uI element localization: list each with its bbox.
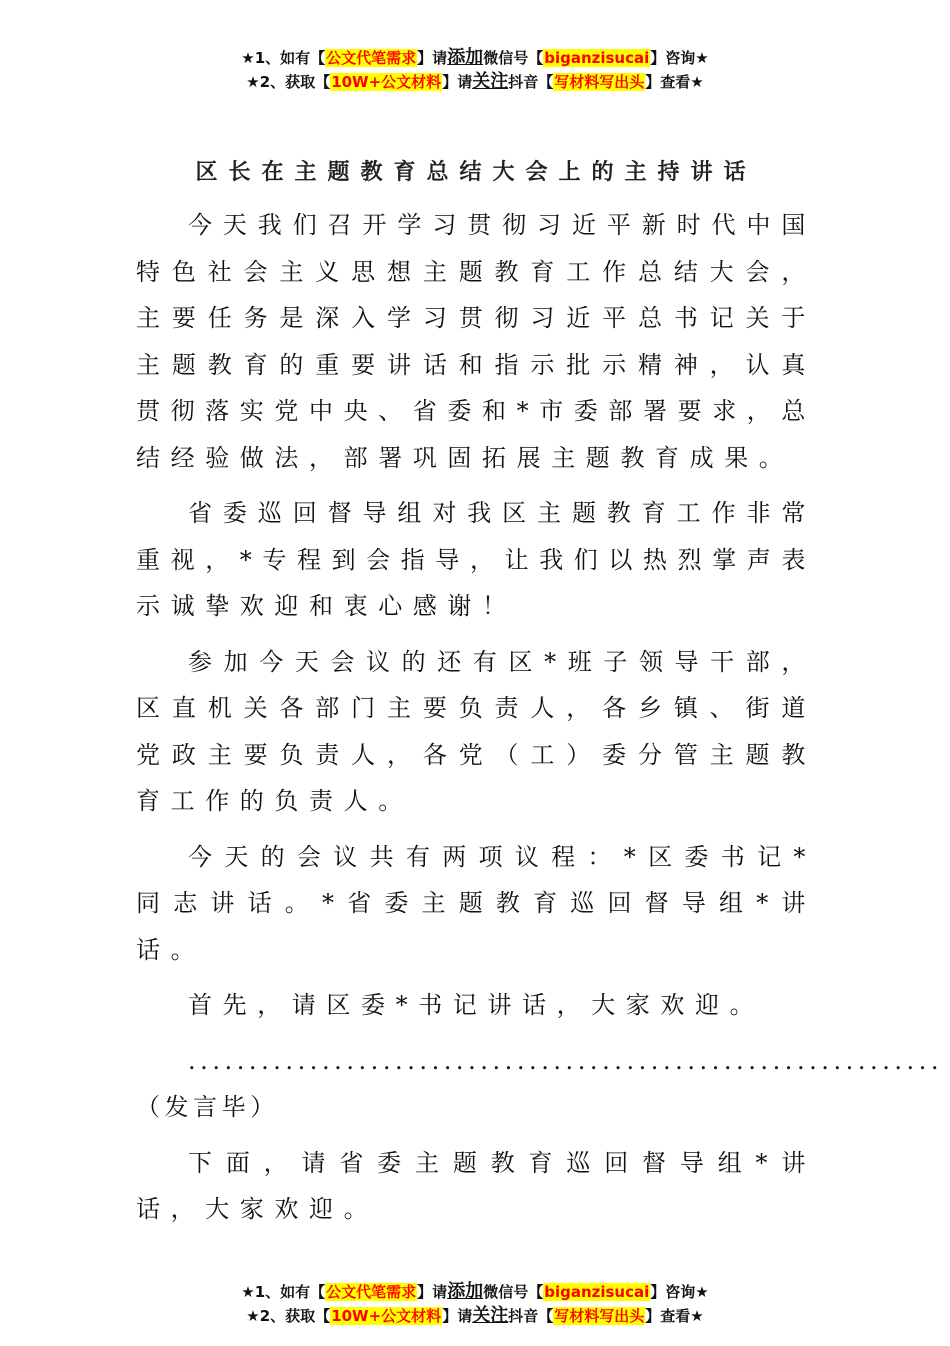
promo-text: 微信号【	[483, 49, 544, 67]
promo-text: 】咨询★	[650, 1283, 709, 1301]
paragraph-first-speaker: 首先，请区委*书记讲话，大家欢迎。	[188, 991, 765, 1019]
promo-highlight: 写材料写出头	[554, 1307, 645, 1325]
promo-text: ★2、获取【	[246, 73, 331, 91]
promo-text: 】请	[442, 73, 473, 91]
promo-emphasis: 关注	[472, 71, 509, 92]
document-title: 区长在主题教育总结大会上的主持讲话	[195, 160, 757, 185]
promo-text: 】请	[417, 1283, 448, 1301]
promo-emphasis: 添加	[447, 1281, 484, 1302]
promo-text: 】查看★	[645, 73, 704, 91]
promo-highlight: biganzisucai	[544, 49, 650, 67]
promo-text: ★2、获取【	[246, 1307, 331, 1325]
promo-highlight: biganzisucai	[544, 1283, 650, 1301]
paragraph-agenda: 今天的会议共有两项议程：*区委书记*同志讲话。*省委主题教育巡回督导组*讲话。	[136, 842, 816, 964]
promo-text: 抖音【	[508, 73, 554, 91]
promo-highlight: 10W+公文材料	[331, 1307, 442, 1325]
promo-emphasis: 添加	[447, 47, 484, 68]
paragraph-opening: 今天我们召开学习贯彻习近平新时代中国特色社会主义思想主题教育工作总结大会，主要任务是深入学习贯彻习近平总书记关于主题教育的重要讲话和指示批示精神，认真贯彻落实党中央、省委和*市委部署要求，总结经验做法，部署巩固拓展主题教育成果。	[136, 211, 816, 472]
promo-line-1	[0, 1280, 950, 1304]
promo-text: 抖音【	[508, 1307, 554, 1325]
document-body	[136, 150, 944, 1242]
promo-highlight: 公文代笔需求	[326, 1283, 417, 1301]
promo-line-1	[0, 46, 950, 70]
promo-text: 】查看★	[645, 1307, 704, 1325]
header-promo-banner	[0, 46, 950, 94]
promo-text: ★1、如有【	[241, 1283, 326, 1301]
paragraph-closing: 下面，请省委主题教育巡回督导组*讲话，大家欢迎。	[136, 1148, 816, 1223]
promo-text: 】请	[442, 1307, 473, 1325]
promo-line-2	[0, 70, 950, 94]
promo-highlight: 公文代笔需求	[326, 49, 417, 67]
promo-emphasis: 关注	[472, 1305, 509, 1326]
promo-text: 微信号【	[483, 1283, 544, 1301]
paragraph-speech-end: ..............................................................（发言毕）	[136, 1046, 944, 1121]
promo-text: 】咨询★	[650, 49, 709, 67]
promo-highlight: 写材料写出头	[554, 73, 645, 91]
paragraph-attendees: 参加今天会议的还有区*班子领导干部，区直机关各部门主要负责人，各乡镇、街道党政主要负责人，各党（工）委分管主题教育工作的负责人。	[136, 647, 816, 815]
promo-text: 】请	[417, 49, 448, 67]
promo-highlight: 10W+公文材料	[331, 73, 442, 91]
promo-text: ★1、如有【	[241, 49, 326, 67]
paragraph-welcome-guests: 省委巡回督导组对我区主题教育工作非常重视，*专程到会指导，让我们以热烈掌声表示诚挚欢迎和衷心感谢！	[136, 499, 816, 620]
promo-line-2	[0, 1304, 950, 1328]
footer-promo-banner	[0, 1280, 950, 1328]
